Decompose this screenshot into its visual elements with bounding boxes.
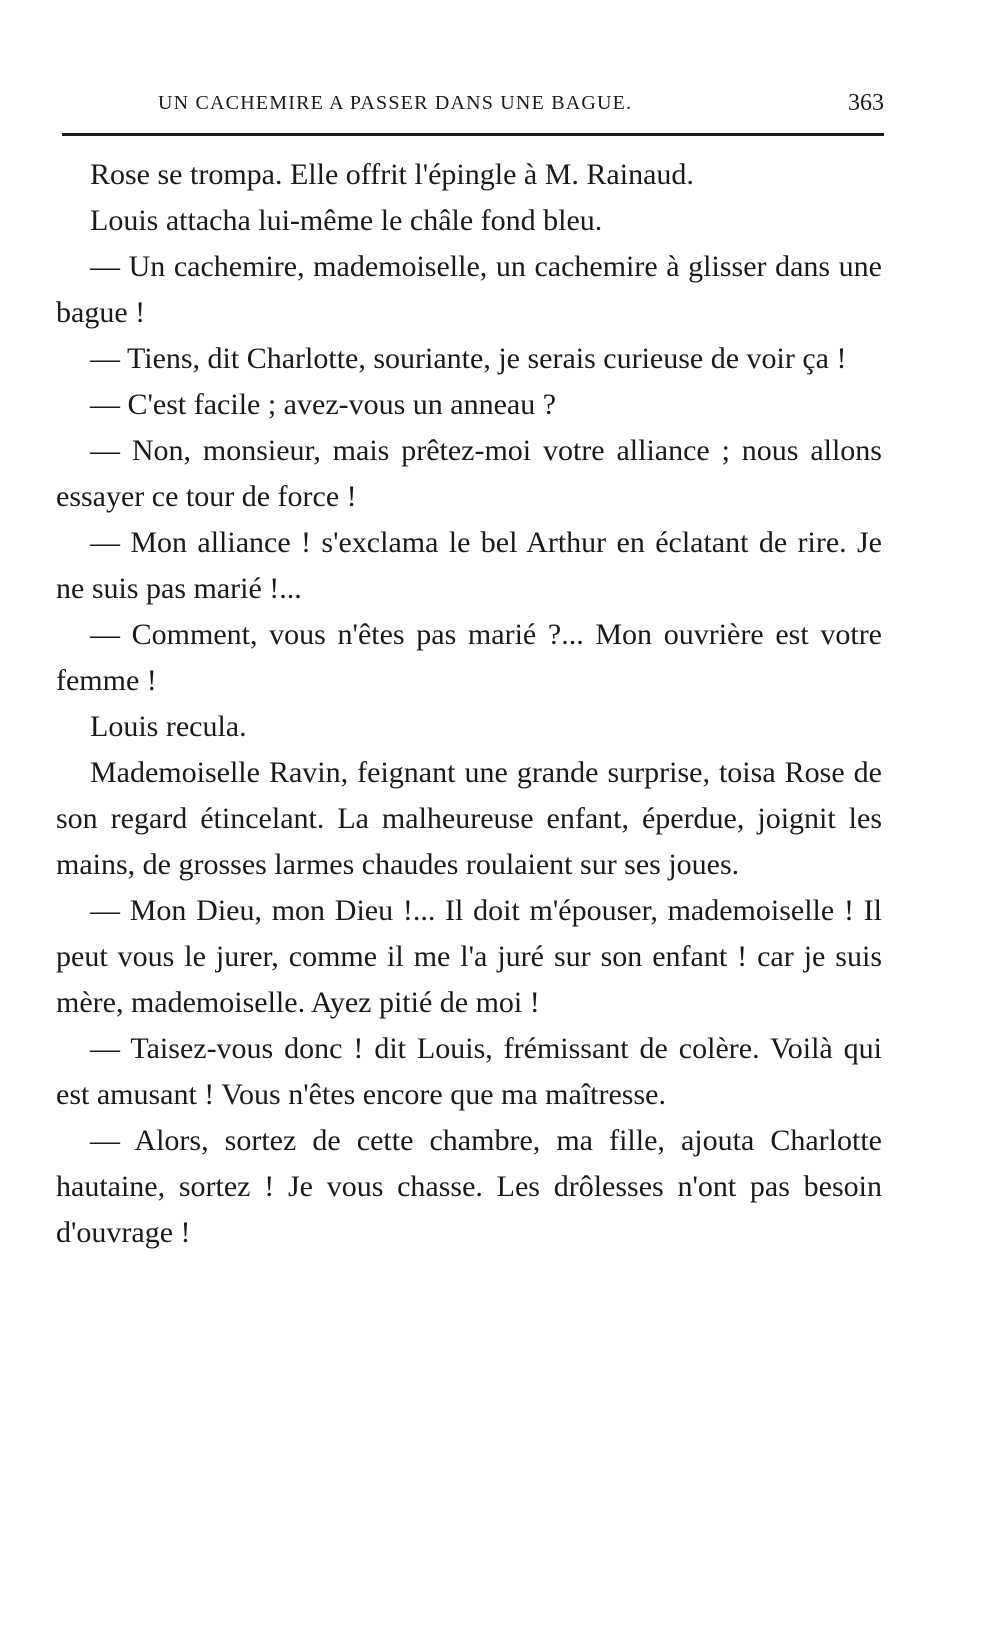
paragraph: — Non, monsieur, mais prêtez-moi votre alliance ; nous allons essayer ce tour de force ! <box>56 434 882 513</box>
paragraph: Mademoiselle Ravin, feignant une grande surprise, toisa Rose de son regard étincelant. La malheureuse enfant, éperdue, joignit les mains, de grosses larmes chaudes roulaient sur ses joues. <box>56 756 882 881</box>
paragraph: — Mon Dieu, mon Dieu !... Il doit m'épouser, mademoiselle ! Il peut vous le jurer, comme il me l'a juré sur son enfant ! car je suis mère, mademoiselle. Ayez pitié de moi ! <box>56 894 882 1019</box>
paragraph: Louis attacha lui-même le châle fond bleu. <box>90 204 603 237</box>
running-head <box>62 88 884 124</box>
body-text <box>56 152 882 1256</box>
page-number: 363 <box>848 90 884 116</box>
paragraph: — Un cachemire, mademoiselle, un cachemire à glisser dans une bague ! <box>56 250 882 329</box>
paragraph: — Alors, sortez de cette chambre, ma fille, ajouta Charlotte hautaine, sortez ! Je vous chasse. Les drôlesses n'ont pas besoin d'ouvrage ! <box>56 1124 882 1249</box>
paragraph: — Tiens, dit Charlotte, souriante, je serais curieuse de voir ça ! <box>90 342 847 375</box>
paragraph: — Comment, vous n'êtes pas marié ?... Mon ouvrière est votre femme ! <box>56 618 882 697</box>
running-title: UN CACHEMIRE A PASSER DANS UNE BAGUE. <box>158 92 633 114</box>
header-rule <box>62 133 884 136</box>
paragraph: — Taisez-vous donc ! dit Louis, frémissant de colère. Voilà qui est amusant ! Vous n'êtes encore que ma maîtresse. <box>56 1032 882 1111</box>
paragraph: Rose se trompa. Elle offrit l'épingle à M. Rainaud. <box>90 158 694 191</box>
paragraph: Louis recula. <box>90 710 247 743</box>
paragraph: — C'est facile ; avez-vous un anneau ? <box>90 388 557 421</box>
paragraph: — Mon alliance ! s'exclama le bel Arthur en éclatant de rire. Je ne suis pas marié !... <box>56 526 882 605</box>
